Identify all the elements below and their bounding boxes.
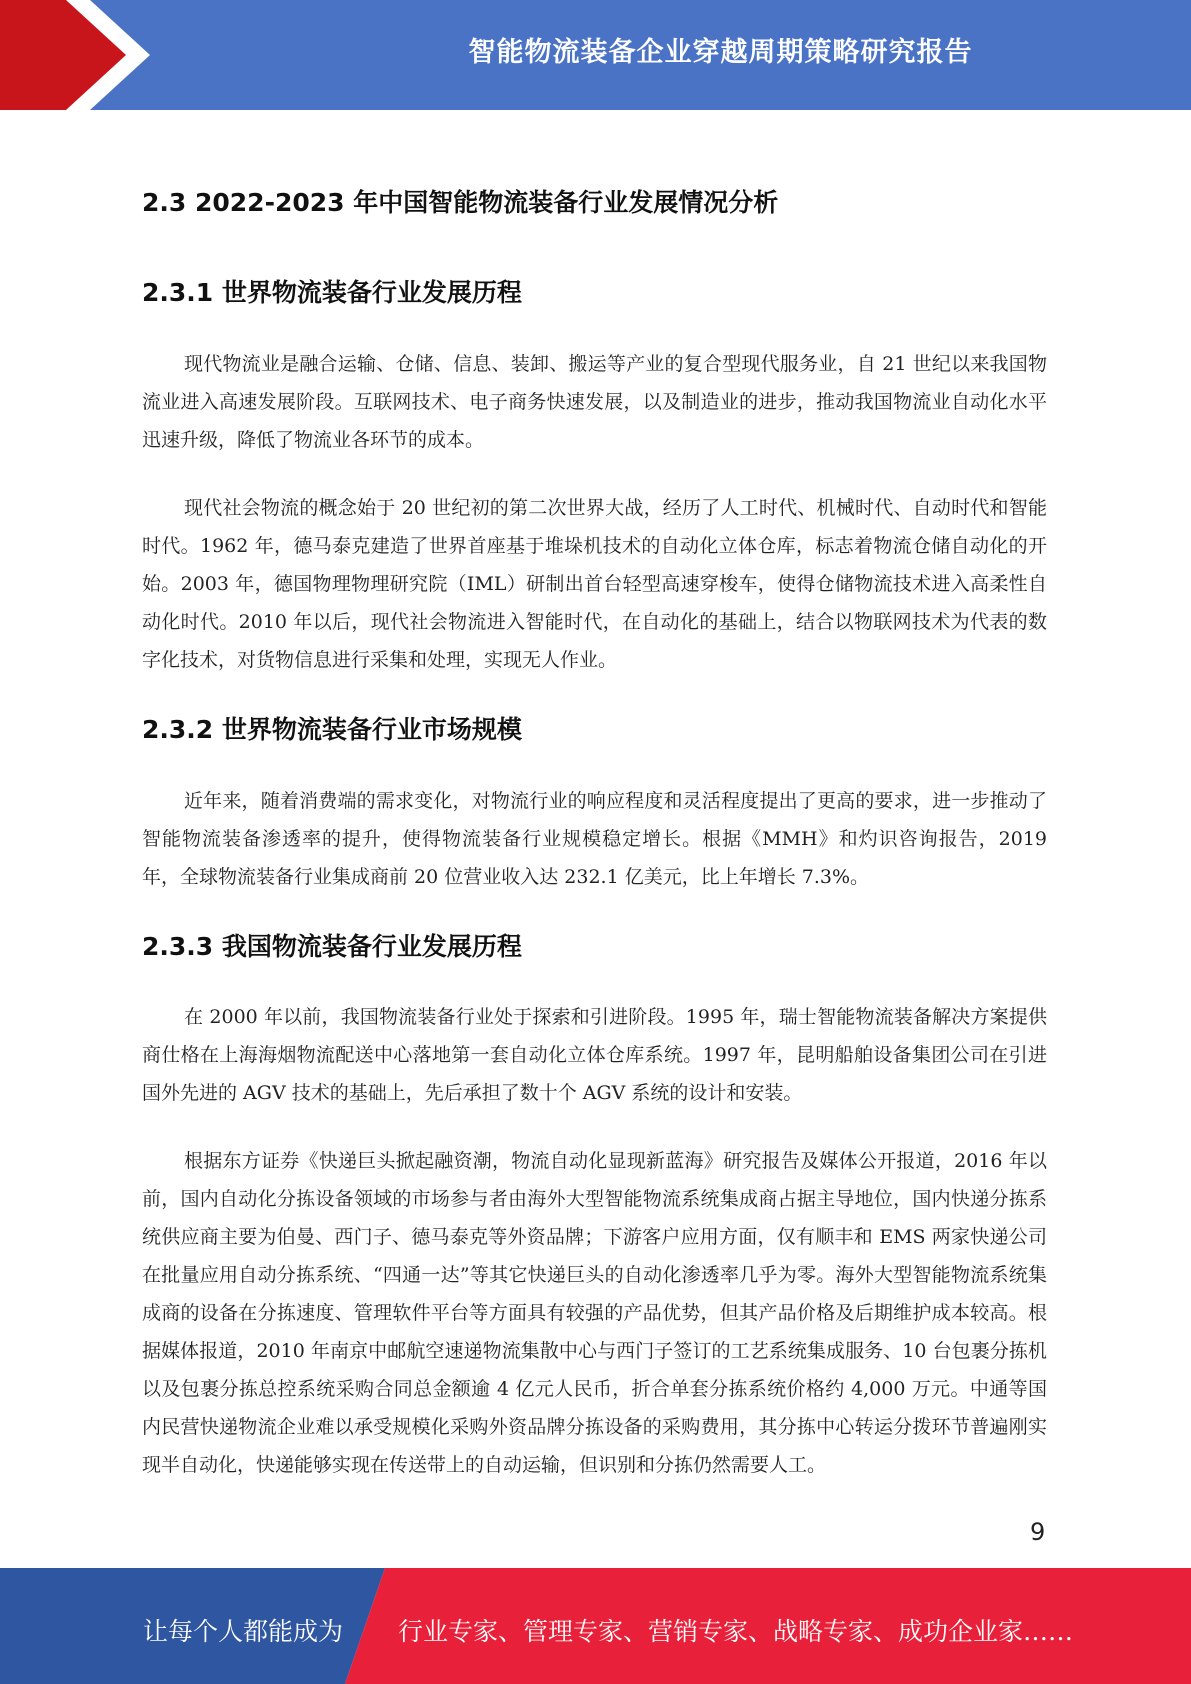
paragraph: 根据东方证券《快递巨头掀起融资潮，物流自动化显现新蓝海》研究报告及媒体公开报道，2016 年以前，国内自动化分拣设备领域的市场参与者由海外大型智能物流系统集成商占据主导地位，国内快递分拣系统供应商主要为伯曼、西门子、德马泰克等外资品牌；下游客户应用方面，仅有顺丰和 EMS 两家快递公司在批量应用自动分拣系统、“四通一达”等其它快递巨头的自动化渗透率几乎为零。海外大型智能物流系统集成商的设备在分拣速度、管理软件平台等方面具有较强的产品优势，但其产品价格及后期维护成本较高。根据媒体报道，2010 年南京中邮航空速递物流集散中心与西门子签订的工艺系统集成服务、10 台包裹分拣机以及包裹分拣总控系统采购合同总金额逾 4 亿元人民币，折合单套分拣系统价格约 4,000 万元。中通等国内民营快递物流企业难以承受规模化采购外资品牌分拣设备的采购费用，其分拣中心转运分拨环节普遍刚实现半自动化，快递能够实现在传送带上的自动运输，但识别和分拣仍然需要人工。 xyxy=(142,1150,1047,1476)
subsection-heading-2-3-2: 2.3.2 世界物流装备行业市场规模 xyxy=(142,715,522,744)
footer-slogan-left: 让每个人都能成为 xyxy=(143,1617,344,1646)
page-footer xyxy=(0,1568,1191,1684)
header-title: 智能物流装备企业穿越周期策略研究报告 xyxy=(468,37,973,68)
paragraph: 在 2000 年以前，我国物流装备行业处于探索和引进阶段。1995 年，瑞士智能物流装备解决方案提供商仕格在上海海烟物流配送中心落地第一套自动化立体仓库系统。1997 年，昆明船舶设备集团公司在引进国外先进的 AGV 技术的基础上，先后承担了数十个 AGV 系统的设计和安装。 xyxy=(142,1006,1047,1104)
subsection-heading-2-3-1: 2.3.1 世界物流装备行业发展历程 xyxy=(142,278,522,307)
page-number: 9 xyxy=(1030,1518,1046,1546)
paragraph: 现代物流业是融合运输、仓储、信息、装卸、搬运等产业的复合型现代服务业，自 21 世纪以来我国物流业进入高速发展阶段。互联网技术、电子商务快速发展，以及制造业的进步，推动我国物流业自动化水平迅速升级，降低了物流业各环节的成本。 xyxy=(142,353,1047,451)
footer-slogan-right: 行业专家、管理专家、营销专家、战略专家、成功企业家…… xyxy=(398,1617,1074,1646)
paragraph: 近年来，随着消费端的需求变化，对物流行业的响应程度和灵活程度提出了更高的要求，进一步推动了智能物流装备渗透率的提升，使得物流装备行业规模稳定增长。根据《MMH》和灼识咨询报告，2019 年，全球物流装备行业集成商前 20 位营业收入达 232.1 亿美元，比上年增长 7.3%。 xyxy=(142,790,1047,888)
subsection-heading-2-3-3: 2.3.3 我国物流装备行业发展历程 xyxy=(142,932,522,961)
page-header xyxy=(0,0,1191,110)
section-heading: 2.3 2022-2023 年中国智能物流装备行业发展情况分析 xyxy=(142,188,779,217)
paragraph: 现代社会物流的概念始于 20 世纪初的第二次世界大战，经历了人工时代、机械时代、自动时代和智能时代。1962 年，德马泰克建造了世界首座基于堆垛机技术的自动化立体仓库，标志着物流仓储自动化的开始。2003 年，德国物理物理研究院（IML）研制出首台轻型高速穿梭车，使得仓储物流技术进入高柔性自动化时代。2010 年以后，现代社会物流进入智能时代，在自动化的基础上，结合以物联网技术为代表的数字化技术，对货物信息进行采集和处理，实现无人作业。 xyxy=(142,497,1047,671)
